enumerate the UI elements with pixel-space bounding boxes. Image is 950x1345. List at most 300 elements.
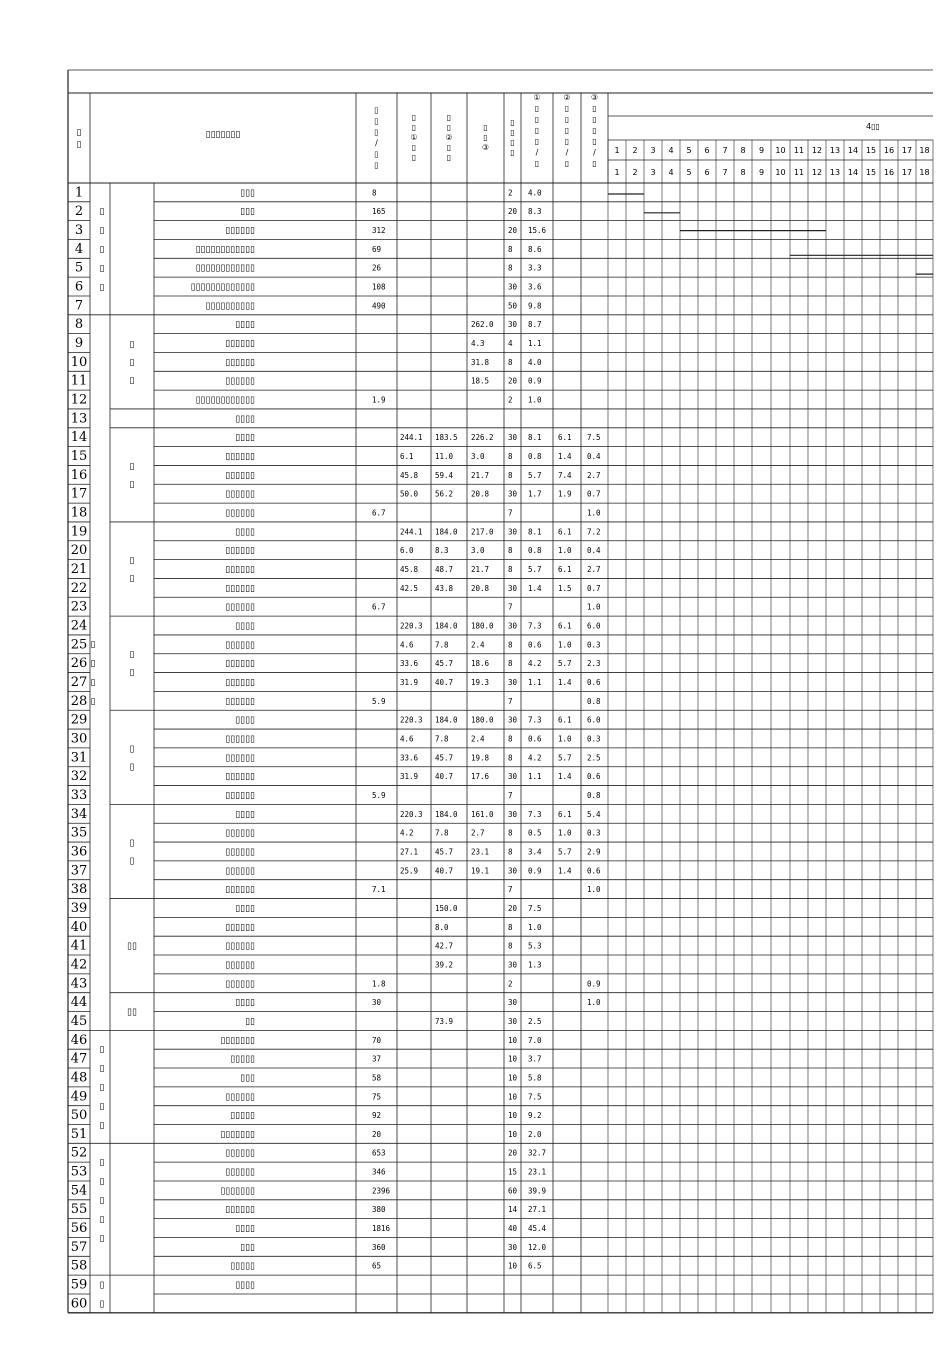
cell-c8: 1.0 [587,998,601,1008]
gantt-day-label: 14 [847,146,859,155]
task-name: ▯▯▯▯▯▯ [225,922,255,933]
cell-c5: 8 [508,828,513,838]
cell-c6: 8.1 [528,527,542,537]
row-number: 41 [70,938,88,954]
cell-c8: 0.7 [587,583,601,593]
task-name: ▯▯▯▯▯▯ [225,734,255,745]
cell-c6: 8.6 [528,244,542,254]
header-col-label: ③ [481,143,490,152]
task-name: ▯▯▯▯▯▯ [225,508,255,519]
cell-c4: 180.0 [471,621,494,631]
outer-group-label: ▯ [99,282,105,293]
inner-group-label: ▯ [129,856,135,867]
cell-c8: 1.0 [587,508,601,518]
row-number: 15 [70,449,88,465]
inner-group-label: ▯ [129,668,135,679]
row-number: 20 [70,543,88,559]
outer-group-label: ▯ [99,1082,105,1093]
cell-c6: 1.0 [528,395,542,405]
task-name: ▯▯▯▯ [235,715,255,726]
cell-c4: 2.4 [471,640,485,650]
gantt-day-label: 3 [650,146,656,155]
cell-c1: 69 [372,244,382,254]
cell-c7: 1.4 [558,772,572,782]
row-number: 5 [74,260,84,276]
cell-c8: 0.3 [587,828,601,838]
cell-c6: 12.0 [528,1242,547,1252]
gantt-day-label: 7 [722,146,728,155]
row-number: 30 [70,731,88,747]
cell-c1: 5.9 [372,696,386,706]
cell-c1: 490 [372,301,386,311]
cell-c4: 20.8 [471,583,490,593]
cell-c5: 30 [508,433,518,443]
cell-c1: 5.9 [372,790,386,800]
cell-c1: 70 [372,1035,382,1045]
cell-c5: 15 [508,1167,518,1177]
cell-c5: 2 [508,395,513,405]
cell-c5: 10 [508,1092,518,1102]
cell-c5: 10 [508,1111,518,1121]
header-col-label: ▯ [564,137,570,146]
inner-group-label: ▯ [129,574,135,585]
gantt-day-label: 12 [811,146,823,155]
cell-c6: 4.2 [528,659,542,669]
cell-c6: 3.3 [528,263,542,273]
gantt-day-label: 1 [614,168,620,177]
task-name: ▯▯▯▯▯▯ [225,696,255,707]
cell-c3: 8.3 [435,546,449,556]
cell-c8: 6.0 [587,715,601,725]
header-col-label: ▯ [534,115,540,124]
gantt-day-label: 9 [758,146,765,155]
header-col-label: ▯ [534,104,540,113]
row-number: 1 [74,185,84,201]
header-col-label: ▯ [411,113,417,122]
cell-c4: 20.8 [471,489,490,499]
cell-c1: 1.8 [372,979,386,989]
task-name: ▯▯▯▯ [235,527,255,538]
cell-c4: 21.7 [471,470,490,480]
cell-c5: 10 [508,1129,518,1139]
cell-c2: 220.3 [400,809,423,819]
header-col-label: ▯ [592,104,597,113]
header-col-label: ▯ [564,104,570,113]
cell-c2: 244.1 [400,433,423,443]
inner-group-label: ▯ [129,762,135,773]
gantt-day-label: 6 [704,168,710,177]
cell-c5: 20 [508,1148,518,1158]
cell-c5: 8 [508,847,513,857]
cell-c1: 1.9 [372,395,386,405]
header-col-label: / [565,148,569,157]
cell-c7: 1.5 [558,583,572,593]
task-name: ▯▯▯▯▯▯ [225,602,255,613]
cell-c5: 7 [508,602,513,612]
outer-group-label: ▯ [99,263,105,274]
cell-c5: 7 [508,790,513,800]
cell-c5: 8 [508,546,513,556]
cell-c4: 19.3 [471,677,490,687]
cell-c2: 42.5 [400,583,419,593]
cell-c6: 8.1 [528,433,542,443]
cell-c5: 30 [508,1016,518,1026]
cell-c6: 6.5 [528,1261,542,1271]
cell-c6: 32.7 [528,1148,547,1158]
cell-c1: 37 [372,1054,382,1064]
header-col-label: ▯ [374,160,379,170]
cell-c3: 183.5 [435,433,458,443]
cell-c7: 1.0 [558,546,572,556]
cell-c6: 1.1 [528,677,542,687]
cell-c5: 10 [508,1073,518,1083]
cell-c5: 8 [508,244,513,254]
task-name: ▯▯▯▯▯▯ [225,979,255,990]
row-number: 25 [70,637,88,653]
header-col-label: ② [445,133,453,142]
cell-c5: 8 [508,263,513,273]
header-col-label: ① [533,93,541,102]
gantt-day-label: 5 [686,146,692,155]
cell-c3: 7.8 [435,734,449,744]
gantt-day-label: 6 [704,146,710,155]
row-number: 54 [70,1183,88,1199]
cell-c3: 184.0 [435,715,458,725]
task-name: ▯▯ [245,1016,255,1027]
header-col-label: ▯ [534,159,540,168]
row-number: 50 [70,1108,88,1124]
inner-group-label: ▯ [129,838,135,849]
row-number: 18 [70,505,88,521]
header-col-label: ▯ [446,123,452,132]
outer-group-label: ▯ [90,678,96,689]
cell-c8: 2.7 [587,470,601,480]
cell-c6: 4.0 [528,188,542,198]
header-col-label: ▯ [483,133,488,142]
task-name: ▯▯▯▯ [235,809,255,820]
cell-c7: 5.7 [558,753,572,763]
cell-c6: 3.7 [528,1054,542,1064]
cell-c6: 15.6 [528,226,547,236]
cell-c6: 23.1 [528,1167,547,1177]
cell-c8: 0.8 [587,696,601,706]
cell-c5: 40 [508,1224,518,1234]
row-number: 13 [70,411,88,427]
row-number: 43 [70,976,88,992]
cell-c4: 3.0 [471,546,485,556]
header-col-label: ▯ [446,153,452,162]
header-col-label: ▯ [564,115,570,124]
row-number: 2 [74,204,84,220]
cell-c5: 8 [508,922,513,932]
cell-c3: 8.0 [435,922,449,932]
task-name: ▯▯▯▯▯ [230,1261,255,1272]
cell-c6: 7.3 [528,715,542,725]
cell-c2: 31.9 [400,677,419,687]
row-number: 47 [70,1051,88,1067]
header-col-label: / [375,138,378,148]
cell-c8: 0.9 [587,979,601,989]
cell-c8: 0.6 [587,772,601,782]
cell-c3: 184.0 [435,809,458,819]
header-col-label: ② [563,93,571,102]
cell-c3: 184.0 [435,621,458,631]
gantt-day-label: 18 [919,146,930,155]
cell-c6: 0.5 [528,828,542,838]
cell-c7: 7.4 [558,470,572,480]
task-name: ▯▯▯▯▯▯ [225,659,255,670]
row-number: 58 [70,1258,88,1274]
cell-c1: 165 [372,207,386,217]
row-number: 21 [70,562,88,578]
cell-c5: 8 [508,734,513,744]
outer-group-label: ▯ [90,697,96,708]
cell-c7: 1.0 [558,640,572,650]
gantt-day-label: 5 [686,168,692,177]
header-col-label: ▯ [510,148,515,157]
cell-c4: 4.3 [471,339,485,349]
cell-c5: 30 [508,282,518,292]
row-number: 52 [70,1145,88,1161]
header-col-label: ▯ [534,137,540,146]
cell-c5: 2 [508,188,513,198]
task-name: ▯▯▯▯▯▯ [225,583,255,594]
cell-c6: 1.1 [528,772,542,782]
cell-c6: 0.9 [528,866,542,876]
row-number: 34 [70,806,88,822]
gantt-day-label: 15 [865,146,877,155]
row-number: 6 [74,279,84,295]
cell-c6: 1.3 [528,960,542,970]
outer-group-label: ▯ [99,1299,105,1310]
cell-c5: 20 [508,903,518,913]
task-name: ▯▯▯▯▯ [230,1111,255,1122]
cell-c2: 220.3 [400,715,423,725]
outer-group-label: ▯ [90,640,96,651]
header-col-label: ▯ [564,126,570,135]
gantt-day-label: 9 [758,168,765,177]
cell-c6: 5.7 [528,565,542,575]
cell-c2: 50.0 [400,489,419,499]
header-col-label: ▯ [374,116,379,126]
cell-c5: 10 [508,1261,518,1271]
gantt-day-label: 11 [793,146,805,155]
cell-c5: 8 [508,941,513,951]
header-col-label: ▯ [483,123,488,132]
cell-c6: 9.8 [528,301,542,311]
cell-c6: 1.0 [528,922,542,932]
task-name: ▯▯▯▯▯▯ [225,640,255,651]
cell-c7: 1.0 [558,734,572,744]
cell-c3: 40.7 [435,772,454,782]
header-col-label: ③ [590,93,599,102]
inner-group-label: ▯ [129,375,135,386]
gantt-day-label: 4 [668,168,674,177]
cell-c6: 2.0 [528,1129,542,1139]
cell-c6: 7.3 [528,809,542,819]
cell-c7: 1.4 [558,677,572,687]
cell-c4: 19.8 [471,753,490,763]
cell-c5: 30 [508,527,518,537]
cell-c4: 19.1 [471,866,490,876]
cell-c6: 0.6 [528,734,542,744]
inner-group-label: ▯ [129,357,135,368]
task-name: ▯▯▯▯▯▯ [225,1148,255,1159]
task-name: ▯▯▯▯▯▯▯▯▯▯▯▯ [195,395,255,406]
cell-c6: 8.3 [528,207,542,217]
row-number: 38 [70,882,88,898]
outer-group-label: ▯ [90,659,96,670]
row-number: 27 [70,674,88,690]
row-number: 32 [70,769,88,785]
inner-group-label: ▯ [129,479,135,490]
cell-c7: 5.7 [558,659,572,669]
outer-group-label: ▯ [99,225,105,236]
cell-c3: 11.0 [435,452,454,462]
cell-c6: 7.0 [528,1035,542,1045]
cell-c2: 27.1 [400,847,419,857]
cell-c5: 8 [508,452,513,462]
header-no-label: ▯ [76,140,82,150]
cell-c3: 56.2 [435,489,454,499]
task-name: ▯▯▯▯▯▯▯▯▯▯▯▯ [195,244,255,255]
row-number: 59 [70,1277,88,1293]
cell-c2: 33.6 [400,753,419,763]
outer-group-label: ▯ [99,1063,105,1074]
row-number: 39 [70,900,88,916]
row-number: 22 [70,580,88,596]
row-number: 46 [70,1032,88,1048]
cell-c2: 220.3 [400,621,423,631]
row-number: 14 [70,430,88,446]
cell-c8: 2.7 [587,565,601,575]
cell-c5: 30 [508,489,518,499]
task-name: ▯▯▯▯▯▯ [225,772,255,783]
gantt-title: 4▯▯ [866,122,880,131]
cell-c8: 0.3 [587,734,601,744]
cell-c5: 30 [508,960,518,970]
cell-c1: 346 [372,1167,386,1177]
row-number: 11 [70,373,88,389]
cell-c5: 30 [508,320,518,330]
cell-c1: 2396 [372,1186,391,1196]
cell-c6: 27.1 [528,1205,547,1215]
cell-c4: 18.5 [471,376,490,386]
task-name: ▯▯▯▯ [235,433,255,444]
cell-c5: 8 [508,470,513,480]
cell-c1: 65 [372,1261,382,1271]
inner-group-label: ▯ [129,556,135,567]
row-number: 49 [70,1089,88,1105]
gantt-day-label: 13 [829,168,841,177]
cell-c1: 380 [372,1205,386,1215]
gantt-day-label: 11 [793,168,805,177]
header-col-label: ▯ [592,137,597,146]
task-name: ▯▯▯▯ [235,998,255,1009]
header-col-label: ▯ [592,126,597,135]
header-col-label: ▯ [374,127,379,137]
gantt-day-label: 1 [614,146,620,155]
row-number: 55 [70,1202,88,1218]
header-col-label: ▯ [564,159,570,168]
cell-c6: 0.8 [528,546,542,556]
header-col-label: ▯ [592,115,597,124]
header-col-label: ▯ [374,149,379,159]
cell-c7: 6.1 [558,527,572,537]
row-number: 17 [70,486,88,502]
cell-c3: 45.7 [435,753,454,763]
cell-c2: 4.6 [400,640,414,650]
task-name: ▯▯▯▯▯▯▯ [220,1129,255,1140]
task-name: ▯▯▯▯ [235,621,255,632]
cell-c6: 1.1 [528,339,542,349]
task-name: ▯▯▯▯ [235,903,255,914]
cell-c2: 33.6 [400,659,419,669]
gantt-day-label: 4 [668,146,674,155]
cell-c6: 39.9 [528,1186,547,1196]
cell-c2: 6.1 [400,452,414,462]
gantt-day-label: 12 [811,168,823,177]
cell-c8: 0.7 [587,489,601,499]
gantt-day-label: 8 [740,146,746,155]
cell-c6: 2.5 [528,1016,542,1026]
task-name: ▯▯▯▯▯▯ [225,546,255,557]
cell-c4: 180.0 [471,715,494,725]
cell-c2: 45.8 [400,565,419,575]
inner-group-label: ▯ [129,650,135,661]
cell-c2: 25.9 [400,866,419,876]
row-number: 28 [70,693,88,709]
header-col-label: ① [410,133,418,142]
cell-c3: 42.7 [435,941,454,951]
task-name: ▯▯▯▯▯▯ [225,847,255,858]
cell-c6: 0.8 [528,452,542,462]
cell-c1: 7.1 [372,885,386,895]
row-number: 16 [70,467,88,483]
task-name: ▯▯▯▯▯▯ [225,1092,255,1103]
row-number: 42 [70,957,88,973]
row-number: 19 [70,524,88,540]
task-name: ▯▯▯ [240,188,255,199]
cell-c8: 1.0 [587,885,601,895]
task-name: ▯▯▯▯▯▯ [225,960,255,971]
cell-c3: 48.7 [435,565,454,575]
row-number: 51 [70,1126,88,1142]
cell-c7: 1.4 [558,452,572,462]
cell-c4: 18.6 [471,659,490,669]
cell-c6: 1.4 [528,583,542,593]
cell-c8: 7.2 [587,527,601,537]
cell-c8: 2.5 [587,753,601,763]
cell-c8: 0.6 [587,866,601,876]
cell-c6: 7.5 [528,903,542,913]
cell-c5: 30 [508,998,518,1008]
header-col-label: ▯ [510,118,515,127]
cell-c6: 0.9 [528,376,542,386]
task-name: ▯▯▯▯▯▯ [225,470,255,481]
cell-c2: 4.2 [400,828,414,838]
cell-c3: 150.0 [435,903,458,913]
inner-group-label: ▯▯ [127,941,137,952]
cell-c7: 6.1 [558,433,572,443]
cell-c1: 92 [372,1111,382,1121]
cell-c6: 4.0 [528,357,542,367]
row-number: 35 [70,825,88,841]
row-number: 9 [74,336,84,352]
cell-c1: 26 [372,263,382,273]
header-col-label: ▯ [592,159,597,168]
row-number: 40 [70,919,88,935]
